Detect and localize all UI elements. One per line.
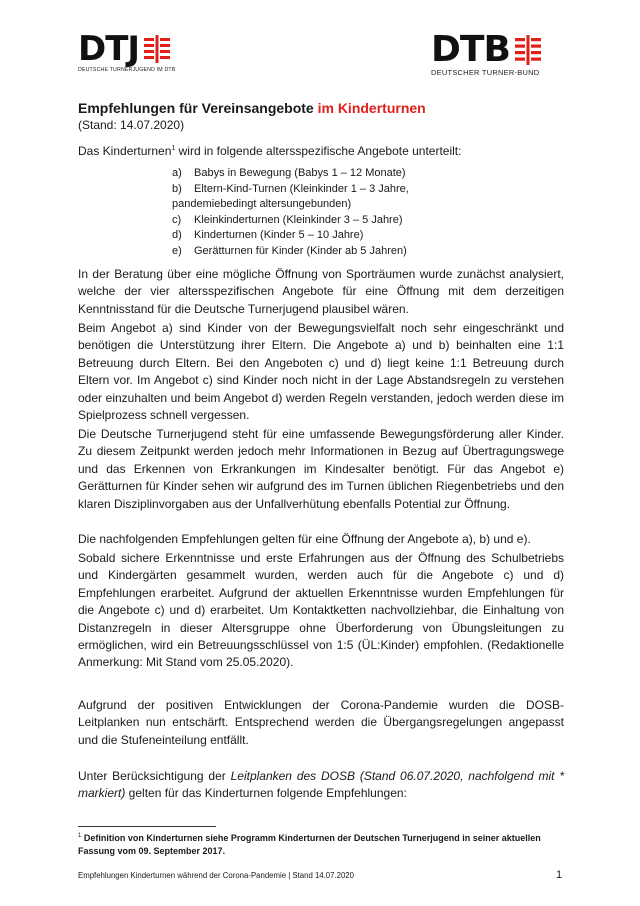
paragraph-further: Sobald sichere Erkenntnisse und erste Erfahrungen aus der Öffnung des Schulbetriebs und Kindergärten gesammelt wurden, werden auch für die Angebote c) und d) Empfehlungen erarbeitet. Aufgrund der aktuellen Erkenntnisse wurden Empfehlungen für die Angebote c) und d) erarbeitet. Um Kontaktketten nachvollziehbar, die Einhaltung von Distanzregeln in dieser Altersgruppe ohne Überforderung von Übungsleitungen zu ermöglichen, wird ein Betreuungsschlüssel von 1:5 (ÜL:Kinder) empfohlen. (Redaktionelle Anmerkung: Mit Stand vom 25.05.2020). [78,551,564,670]
list-item-text: Gerätturnen für Kinder (Kinder ab 5 Jahren) [194,244,407,257]
paragraph-dosb: Aufgrund der positiven Entwicklungen der Corona-Pandemie wurden die DOSB-Leitplanken nun entschärft. Entsprechend werden die Übergangsregelungen angepasst und die Stufeneinteilung entfällt. [78,698,564,747]
dtj-logo [78,29,176,73]
list-item-text: Kinderturnen (Kinder 5 – 10 Jahre) [194,229,364,242]
page-number: 1 [556,869,563,881]
list-marker: a) [172,167,182,179]
dtj-logo-word: DTJ [78,29,140,69]
footnote-ref: 1 [171,145,176,152]
list-item [172,213,409,229]
list-item-text: Babys in Bewegung (Babys 1 – 12 Monate) [194,167,406,179]
dtb-logo-mark-icon [515,35,541,65]
dtb-logo-word: DTB [431,29,510,70]
list-marker: c) [172,213,182,226]
list-item-text: Kleinkinderturnen (Kleinkinder 3 – 5 Jahre) [194,213,403,226]
list-marker: d) [172,229,182,242]
title-accent: im Kinderturnen [317,100,426,116]
list-marker: b) [172,182,182,195]
dtj-logo-mark-icon [144,35,170,63]
dtb-logo [431,29,541,77]
document-title [78,100,426,116]
document-date: (Stand: 14.07.2020) [78,118,185,132]
guidelines-text-after: gelten für das Kinderturnen folgende Empfehlungen: [125,786,407,801]
paragraph-analysis: In der Beratung über eine mögliche Öffnung von Sporträumen wurde zunächst analysiert, welche der vier altersspezifischen Angebote für eine Öffnung mit dem derzeitigen Kenntnisstand für die Deutsche Turnerjugend plausibel wären. [78,267,564,316]
offer-list [172,166,409,260]
list-marker: e) [172,244,182,257]
paragraph-recommendations: Die nachfolgenden Empfehlungen gelten für eine Öffnung der Angebote a), b) und e). [78,532,531,546]
footnote-number: 1 [78,833,82,839]
footnote-divider [78,826,216,827]
dtj-logo-subtitle: DEUTSCHE TURNERJUGEND IM DTB [78,67,176,73]
list-item-text: Eltern-Kind-Turnen (Kleinkinder 1 – 3 Jahre, [194,182,409,195]
list-item [172,244,409,260]
dtb-logo-subtitle: DEUTSCHER TURNER-BUND [431,68,540,77]
footnote [78,832,566,858]
intro-text-after: wird in folgende altersspezifische Angebote unterteilt: [175,144,462,158]
list-item [172,228,409,244]
title-main: Empfehlungen für Vereinsangebote [78,100,318,116]
list-item-continuation: pandemiebedingt altersungebunden) [172,198,352,211]
list-item [172,166,409,182]
paragraph-dtj: Die Deutsche Turnerjugend steht für eine umfassende Bewegungsförderung aller Kinder. Zu diesem Zeitpunkt werden jedoch mehr Informationen in Bezug auf Übertragungswege und das Erkennen von Erkrankungen im Kindesalter benötigt. Für das Angebot e) Gerätturnen für Kinder sehen wir aufgrund des im Turnen üblichen Riegenbetriebs und den klaren Disziplinvorgaben aus der Unfallverhütung ebenfalls Potential zur Öffnung. [78,427,564,511]
footnote-text: Definition von Kinderturnen siehe Programm Kinderturnen der Deutschen Turnerjugend in seiner aktuellen Fassung vom 09. September 2017. [78,833,541,856]
guidelines-text-before: Unter Berücksichtigung der [78,769,231,783]
paragraph-offer-a: Beim Angebot a) sind Kinder von der Bewegungsvielfalt noch sehr eingeschränkt und benötigen die Unterstützung ihrer Eltern. Die Angebote a) und b) beinhalten eine 1:1 Betreuung durch Eltern. Bei den Angeboten c) und d) liegt keine 1:1 Betreuung durch Eltern vor. Im Angebot c) sind Kinder noch nicht in der Lage Abstandsregeln zu verstehen oder einzuhalten und beim Angebot d) werden Regeln verstanden, jedoch werden diese im Spielprozess schnell vergessen. [78,321,564,423]
paragraph-guidelines [78,768,564,803]
intro-paragraph [78,143,564,160]
page-footer: Empfehlungen Kinderturnen während der Corona-Pandemie | Stand 14.07.2020 [78,871,354,880]
intro-text-before: Das Kinderturnen [78,144,172,158]
list-item [172,182,409,198]
guidelines-text-italic: Leitplanken des DOSB (Stand 06.07.2020, nachfolgend mit * markiert) [78,769,564,801]
